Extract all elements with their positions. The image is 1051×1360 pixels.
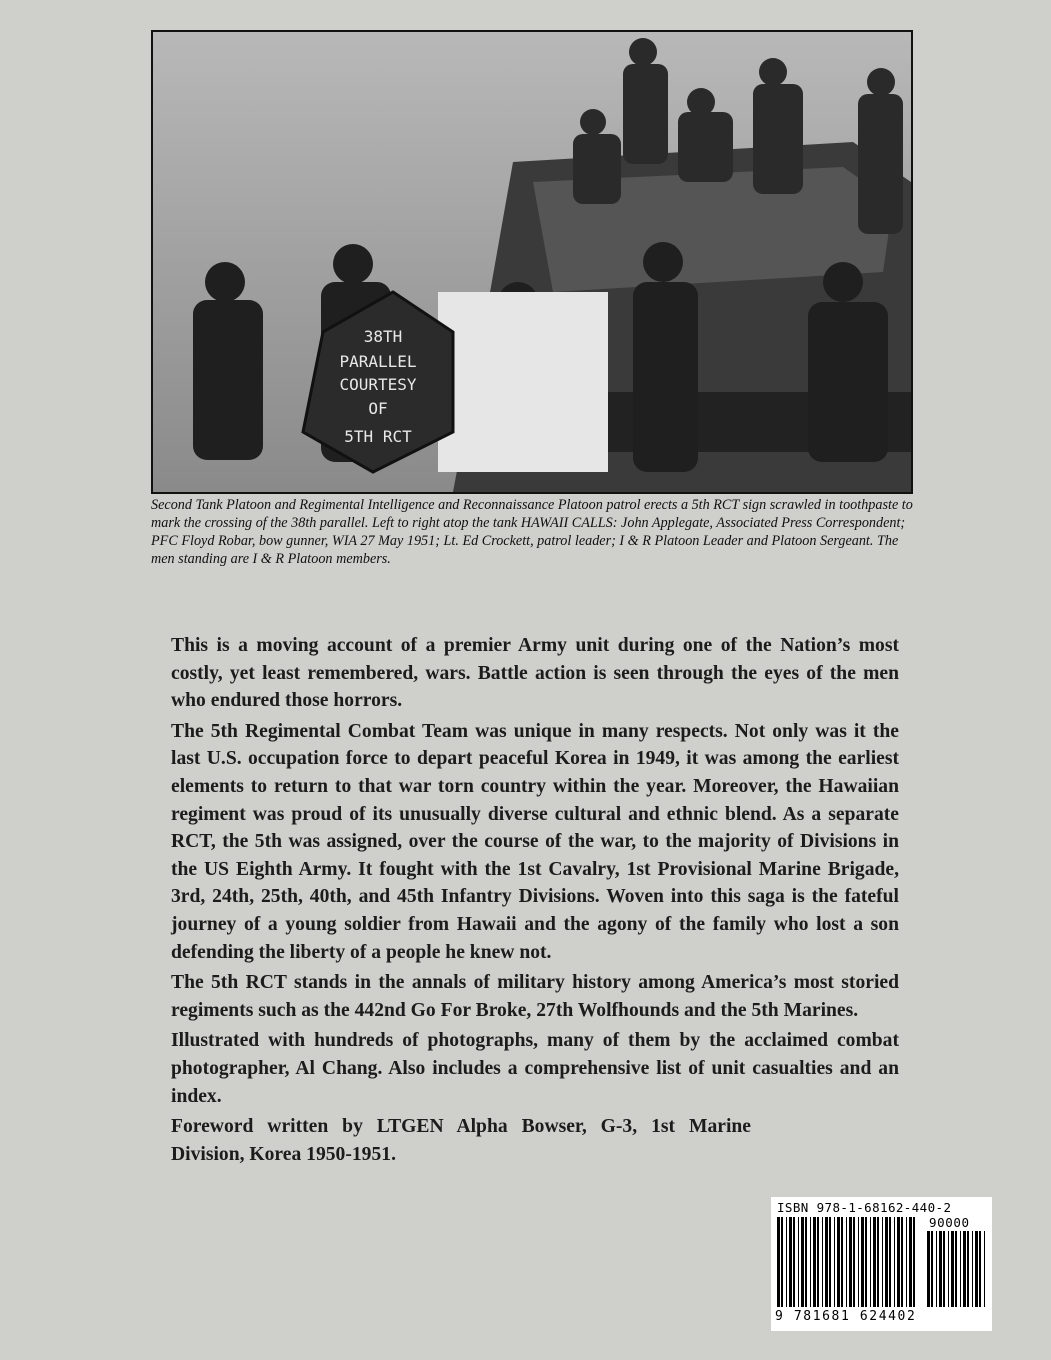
isbn-text: ISBN 978-1-68162-440-2 bbox=[777, 1200, 952, 1215]
sign-line-4: OF bbox=[368, 399, 388, 418]
photo-illustration bbox=[153, 32, 911, 492]
back-cover-blurb bbox=[171, 632, 899, 1171]
sign-line-5: 5TH RCT bbox=[344, 427, 412, 446]
blurb-paragraph: The 5th RCT stands in the annals of military history among America’s most storied regiments such as the 442nd Go For Broke, 27th Wolfhounds and the 5th Marines. bbox=[171, 972, 899, 1021]
blurb-paragraph: This is a moving account of a premier Army unit during one of the Nation’s most costly, yet least remembered, wars. Battle action is seen through the eyes of the men who endured those horrors. bbox=[171, 635, 899, 712]
barcode-digits: 9 781681 624402 bbox=[775, 1309, 917, 1324]
cover-photograph bbox=[151, 30, 913, 494]
photo-caption: Second Tank Platoon and Regimental Intelligence and Reconnaissance Platoon patrol erects a 5th RCT sign scrawled in toothpaste to mark the crossing of the 38th parallel. Left to right atop the tank HAWAII CALLS: John Applegate, Associated Press Correspondent; PFC Floyd Robar, bow gunner, WIA 27 May 1951; Lt. Ed Crockett, patrol leader; I & R Platoon Leader and Platoon Sergeant. The men standing are I & R Platoon members. bbox=[151, 497, 913, 567]
sign-line-1: 38TH bbox=[363, 327, 403, 346]
isbn-barcode bbox=[771, 1197, 992, 1331]
sign-line-2: PARALLEL bbox=[339, 352, 417, 371]
price-code: 90000 bbox=[929, 1215, 970, 1230]
blurb-paragraph: Illustrated with hundreds of photographs, many of them by the acclaimed combat photographer, Al Chang. Also includes a comprehensive list of unit casualties and an index. bbox=[171, 1030, 899, 1107]
sign-line-3: COURTESY bbox=[339, 375, 417, 394]
blurb-paragraph: The 5th Regimental Combat Team was unique in many respects. Not only was it the last U.S. occupation force to depart peaceful Korea in 1949, it was among the earliest elements to return to that war torn country within the year. Moreover, the Hawaiian regiment was proud of its unusually diverse cultural and ethnic blend. As a separate RCT, the 5th was assigned, over the course of the war, to the majority of Divisions in the US Eighth Army. It fought with the 1st Cavalry, 1st Provisional Marine Brigade, 3rd, 24th, 25th, 40th, and 45th Infantry Divisions. Woven into this saga is the fateful journey of a young soldier from Hawaii and the agony of the family who lost a son defending the liberty of a people he knew not. bbox=[171, 720, 899, 963]
blurb-paragraph: Foreword written by LTGEN Alpha Bowser, G-3, 1st Marine Division, Korea 1950-1951. bbox=[171, 1116, 751, 1165]
